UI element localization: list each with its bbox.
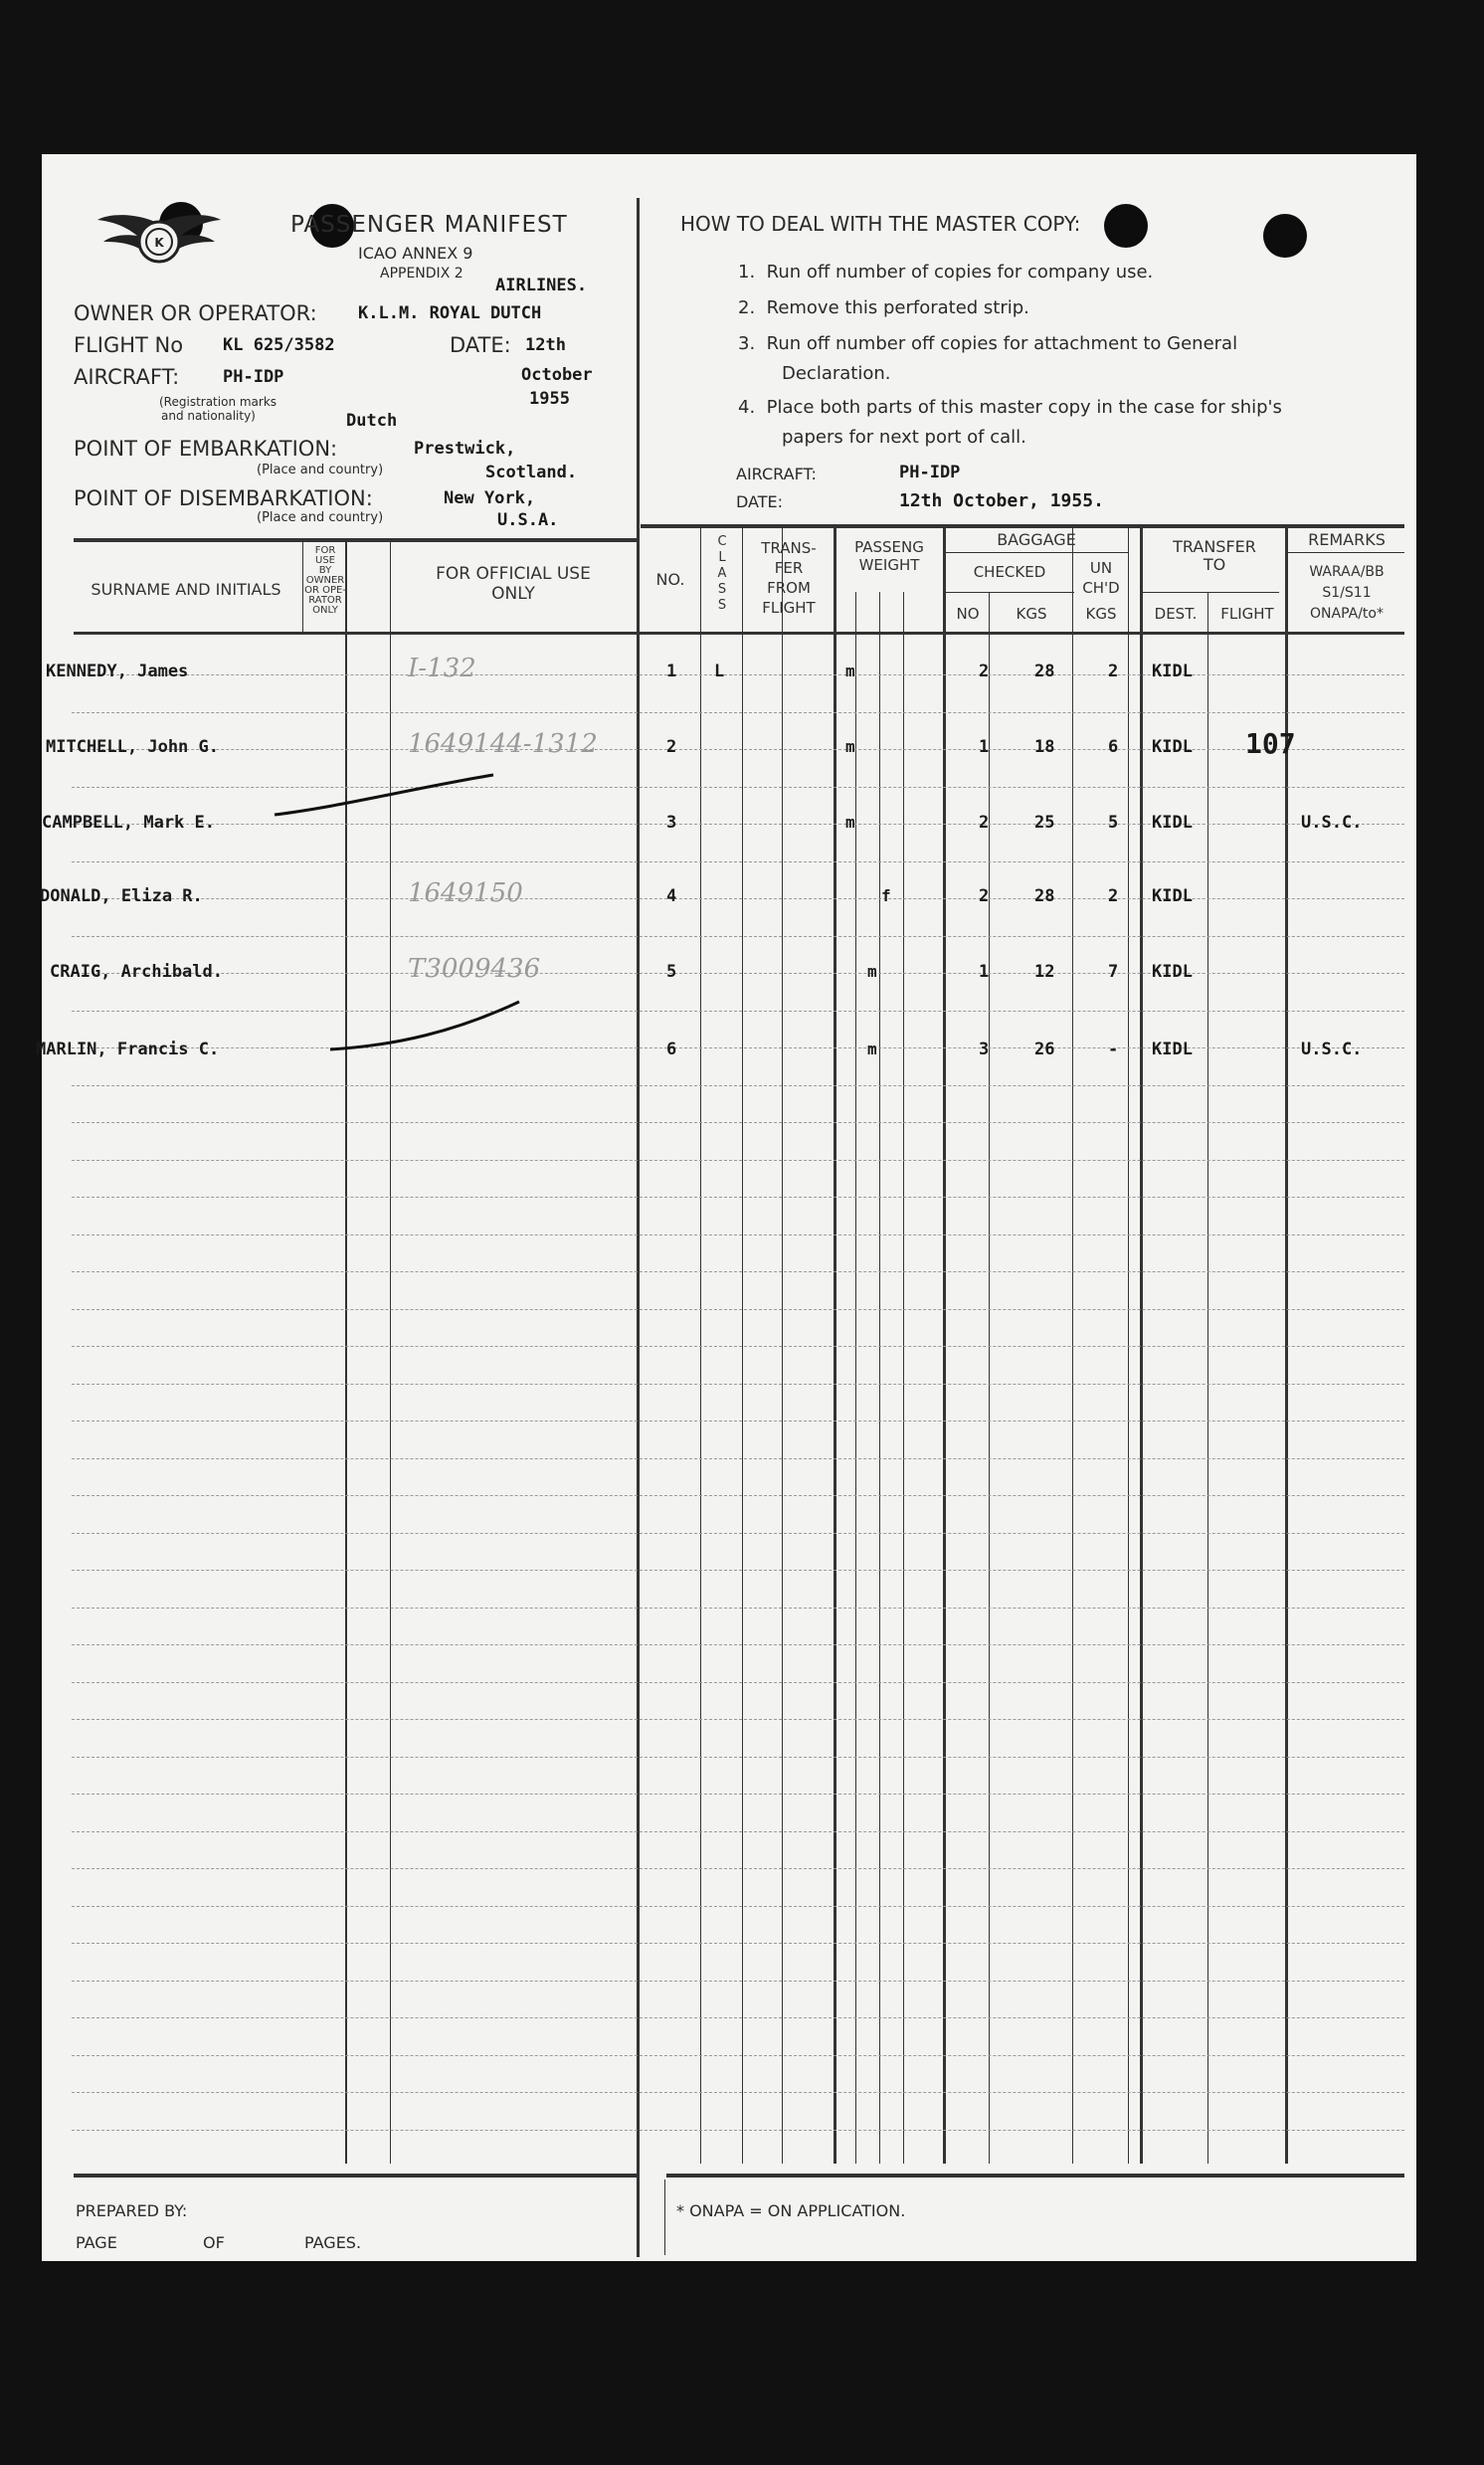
owner-value-line2: AIRLINES.: [495, 276, 588, 295]
bag-count: 1: [979, 962, 990, 982]
instruction-item: 3. Run off number off copies for attachment to General: [738, 333, 1238, 354]
instructions-date-value: 12th October, 1955.: [899, 490, 1104, 511]
footer-divider: [664, 2180, 665, 2255]
ruled-line: [72, 1719, 1404, 1720]
header-remarks-sub: WARAA/BB S1/S11 ONAPA/to*: [1309, 564, 1385, 622]
embarkation-note: (Place and country): [257, 463, 384, 477]
official-use-note: I-132: [408, 654, 476, 683]
unchecked-kgs: -: [1108, 1040, 1119, 1059]
pen-stroke: [271, 771, 509, 821]
unchecked-kgs: 5: [1108, 813, 1119, 833]
form-title: PASSENGER MANIFEST: [290, 212, 568, 238]
passenger-weight: m: [867, 1040, 877, 1058]
passenger-name: CRAIG, Archibald.: [50, 962, 223, 982]
transfer-dest: KIDL: [1152, 886, 1193, 906]
header-unchd-kgs: KGS: [1085, 605, 1117, 623]
header-flight: FLIGHT: [1220, 605, 1274, 623]
ruled-line: [72, 2055, 1404, 2056]
passenger-class: L: [714, 662, 725, 681]
remarks-value: U.S.C.: [1301, 813, 1363, 833]
passenger-name: CAMPBELL, Mark E.: [42, 813, 215, 833]
bag-kgs: 12: [1034, 962, 1055, 982]
center-divider: [637, 198, 640, 2257]
table-row: [42, 652, 1416, 691]
bag-count: 2: [979, 662, 990, 681]
passenger-no: 5: [666, 962, 677, 982]
unchecked-kgs: 2: [1108, 662, 1119, 681]
ruled-line: [72, 1608, 1404, 1609]
ruled-line: [72, 1271, 1404, 1272]
instruction-item: Declaration.: [782, 363, 891, 384]
ruled-line: [72, 861, 1404, 862]
bag-count: 2: [979, 813, 990, 833]
ruled-line: [72, 1160, 1404, 1161]
ruled-line: [72, 1197, 1404, 1198]
passenger-weight: m: [845, 813, 855, 832]
disembarkation-value-country: U.S.A.: [497, 510, 559, 530]
prepared-by-label: PREPARED BY:: [76, 2201, 188, 2220]
flight-value: KL 625/3582: [223, 335, 335, 355]
of-label: OF: [203, 2233, 225, 2252]
ruled-line: [72, 1495, 1404, 1496]
header-no: NO.: [655, 570, 685, 589]
header-unchd: UN CH'D: [1082, 559, 1120, 597]
unchecked-kgs: 6: [1108, 737, 1119, 757]
header-bag-no: NO: [956, 605, 980, 623]
instructions-date-label: DATE:: [736, 492, 784, 511]
ruled-line: [72, 1981, 1404, 1982]
bag-count: 1: [979, 737, 990, 757]
header-dest: DEST.: [1154, 605, 1198, 623]
header-baggage: BAGGAGE: [997, 530, 1076, 549]
ruled-line: [72, 1085, 1404, 1086]
ruled-line: [72, 1234, 1404, 1235]
ruled-line: [72, 1011, 1404, 1012]
ruled-line: [72, 1421, 1404, 1422]
ruled-line: [72, 1943, 1404, 1944]
svg-text:K: K: [154, 236, 164, 250]
embarkation-label: POINT OF EMBARKATION:: [74, 437, 338, 461]
klm-logo-icon: [93, 206, 225, 272]
aircraft-label: AIRCRAFT:: [74, 365, 180, 389]
passenger-name: MITCHELL, John G.: [46, 737, 219, 757]
ruled-line: [72, 1644, 1404, 1645]
header-owner-use: FOR USE BY OWNER OR OPE- RATOR ONLY: [304, 545, 346, 616]
official-use-note: T3009436: [408, 954, 541, 984]
baggage-subline: [945, 552, 1128, 553]
transfer-dest: KIDL: [1152, 662, 1193, 681]
punch-hole: [1263, 214, 1307, 258]
flight-label: FLIGHT No: [74, 333, 184, 357]
official-use-note: 1649144-1312: [408, 729, 598, 759]
disembarkation-label: POINT OF DISEMBARKATION:: [74, 486, 373, 510]
transfer-dest: KIDL: [1152, 962, 1193, 982]
header-remarks: REMARKS: [1308, 530, 1386, 549]
header-class: C L A S S: [717, 534, 727, 613]
footer-line-left: [74, 2174, 637, 2178]
table-top-line-right: [641, 524, 1404, 528]
passenger-name: DONALD, Eliza R.: [40, 886, 203, 906]
remarks-subline: [1287, 552, 1404, 553]
ruled-line: [72, 2130, 1404, 2131]
form-subtitle-annex: ICAO ANNEX 9: [358, 244, 473, 263]
passenger-no: 3: [666, 813, 677, 833]
table-header-bottom: [74, 632, 1404, 635]
ruled-line: [72, 1346, 1404, 1347]
ruled-line: [72, 1533, 1404, 1534]
table-top-line-left: [74, 538, 637, 542]
header-transfer-to: TRANSFER TO: [1173, 537, 1256, 574]
date-label: DATE:: [450, 333, 511, 357]
header-official-use: FOR OFFICIAL USE ONLY: [436, 564, 591, 604]
bag-count: 2: [979, 886, 990, 906]
instructions-aircraft-label: AIRCRAFT:: [736, 465, 817, 483]
ruled-line: [72, 2092, 1404, 2093]
passenger-no: 6: [666, 1040, 677, 1059]
bag-count: 3: [979, 1040, 990, 1059]
date-value-year: 1955: [529, 389, 570, 409]
registration-note-2: and nationality): [161, 409, 256, 423]
ruled-line: [72, 936, 1404, 937]
ruled-line: [72, 1906, 1404, 1907]
manifest-sheet: [36, 154, 1416, 2261]
form-subtitle-appendix: APPENDIX 2: [380, 266, 464, 282]
remarks-value: U.S.C.: [1301, 1040, 1363, 1059]
nationality-value: Dutch: [346, 411, 398, 431]
instructions-title: HOW TO DEAL WITH THE MASTER COPY:: [680, 212, 1081, 236]
official-use-note: 1649150: [408, 878, 523, 908]
registration-note: (Registration marks: [159, 395, 278, 409]
ruled-line: [72, 1794, 1404, 1795]
passenger-weight: m: [845, 737, 855, 756]
date-value-month: October: [521, 365, 593, 385]
date-value-day: 12th: [525, 335, 566, 355]
ruled-line: [72, 1309, 1404, 1310]
table-row: [42, 803, 1416, 843]
bag-kgs: 18: [1034, 737, 1055, 757]
header-passeng-weight: PASSENG WEIGHT: [854, 538, 924, 574]
page-label: PAGE: [76, 2233, 117, 2252]
ruled-line: [72, 1570, 1404, 1571]
table-row: [42, 727, 1416, 767]
aircraft-value: PH-IDP: [223, 367, 284, 387]
instruction-item: papers for next port of call.: [782, 427, 1026, 448]
instruction-item: 2. Remove this perforated strip.: [738, 297, 1029, 318]
checked-subline: [945, 592, 1074, 593]
transfer-dest: KIDL: [1152, 737, 1193, 757]
unchecked-kgs: 2: [1108, 886, 1119, 906]
punch-hole: [1104, 204, 1148, 248]
owner-label: OWNER OR OPERATOR:: [74, 301, 317, 325]
passenger-weight: m: [845, 662, 855, 680]
table-row: [42, 952, 1416, 992]
embarkation-value-country: Scotland.: [485, 463, 578, 482]
ruled-line: [72, 1757, 1404, 1758]
passenger-weight: f: [881, 886, 891, 905]
bag-kgs: 28: [1034, 886, 1055, 906]
footer-line-right: [666, 2174, 1404, 2178]
ruled-line: [72, 1458, 1404, 1459]
ruled-line: [72, 1831, 1404, 1832]
col-line: [302, 542, 303, 634]
disembarkation-note: (Place and country): [257, 510, 384, 525]
bag-kgs: 25: [1034, 813, 1055, 833]
transfer-dest: KIDL: [1152, 1040, 1193, 1059]
bag-kgs: 26: [1034, 1040, 1055, 1059]
passenger-name: KENNEDY, James: [46, 662, 189, 681]
passenger-no: 4: [666, 886, 677, 906]
ruled-line: [72, 1122, 1404, 1123]
table-row: [42, 876, 1416, 916]
ruled-line: [72, 1384, 1404, 1385]
ruled-line: [72, 1682, 1404, 1683]
table-row: [36, 1030, 1416, 1069]
passenger-no: 1: [666, 662, 677, 681]
header-checked: CHECKED: [973, 563, 1046, 581]
embarkation-value: Prestwick,: [414, 439, 516, 459]
ruled-line: [72, 712, 1404, 713]
instructions-aircraft-value: PH-IDP: [899, 463, 961, 482]
transfer-dest: KIDL: [1152, 813, 1193, 833]
unchecked-kgs: 7: [1108, 962, 1119, 982]
header-transfer-from: TRANS- FER FROM FLIGHT: [761, 539, 817, 617]
header-surname: SURNAME AND INITIALS: [91, 580, 281, 599]
header-bag-kgs: KGS: [1016, 605, 1047, 623]
onapa-note: * ONAPA = ON APPLICATION.: [676, 2201, 906, 2220]
pages-label: PAGES.: [304, 2233, 362, 2252]
instruction-item: 4. Place both parts of this master copy in the case for ship's: [738, 397, 1282, 418]
ruled-line: [72, 2017, 1404, 2018]
ruled-line: [72, 1868, 1404, 1869]
owner-value: K.L.M. ROYAL DUTCH: [358, 303, 542, 323]
passenger-weight: m: [867, 962, 877, 981]
disembarkation-value: New York,: [444, 488, 536, 508]
passenger-no: 2: [666, 737, 677, 757]
pen-stroke: [326, 998, 525, 1057]
passenger-name: MARLIN, Francis C.: [36, 1040, 220, 1059]
bag-kgs: 28: [1034, 662, 1055, 681]
transfer-flight: 107: [1245, 727, 1296, 760]
transfer-subline: [1142, 592, 1279, 593]
instruction-item: 1. Run off number of copies for company use.: [738, 262, 1154, 283]
